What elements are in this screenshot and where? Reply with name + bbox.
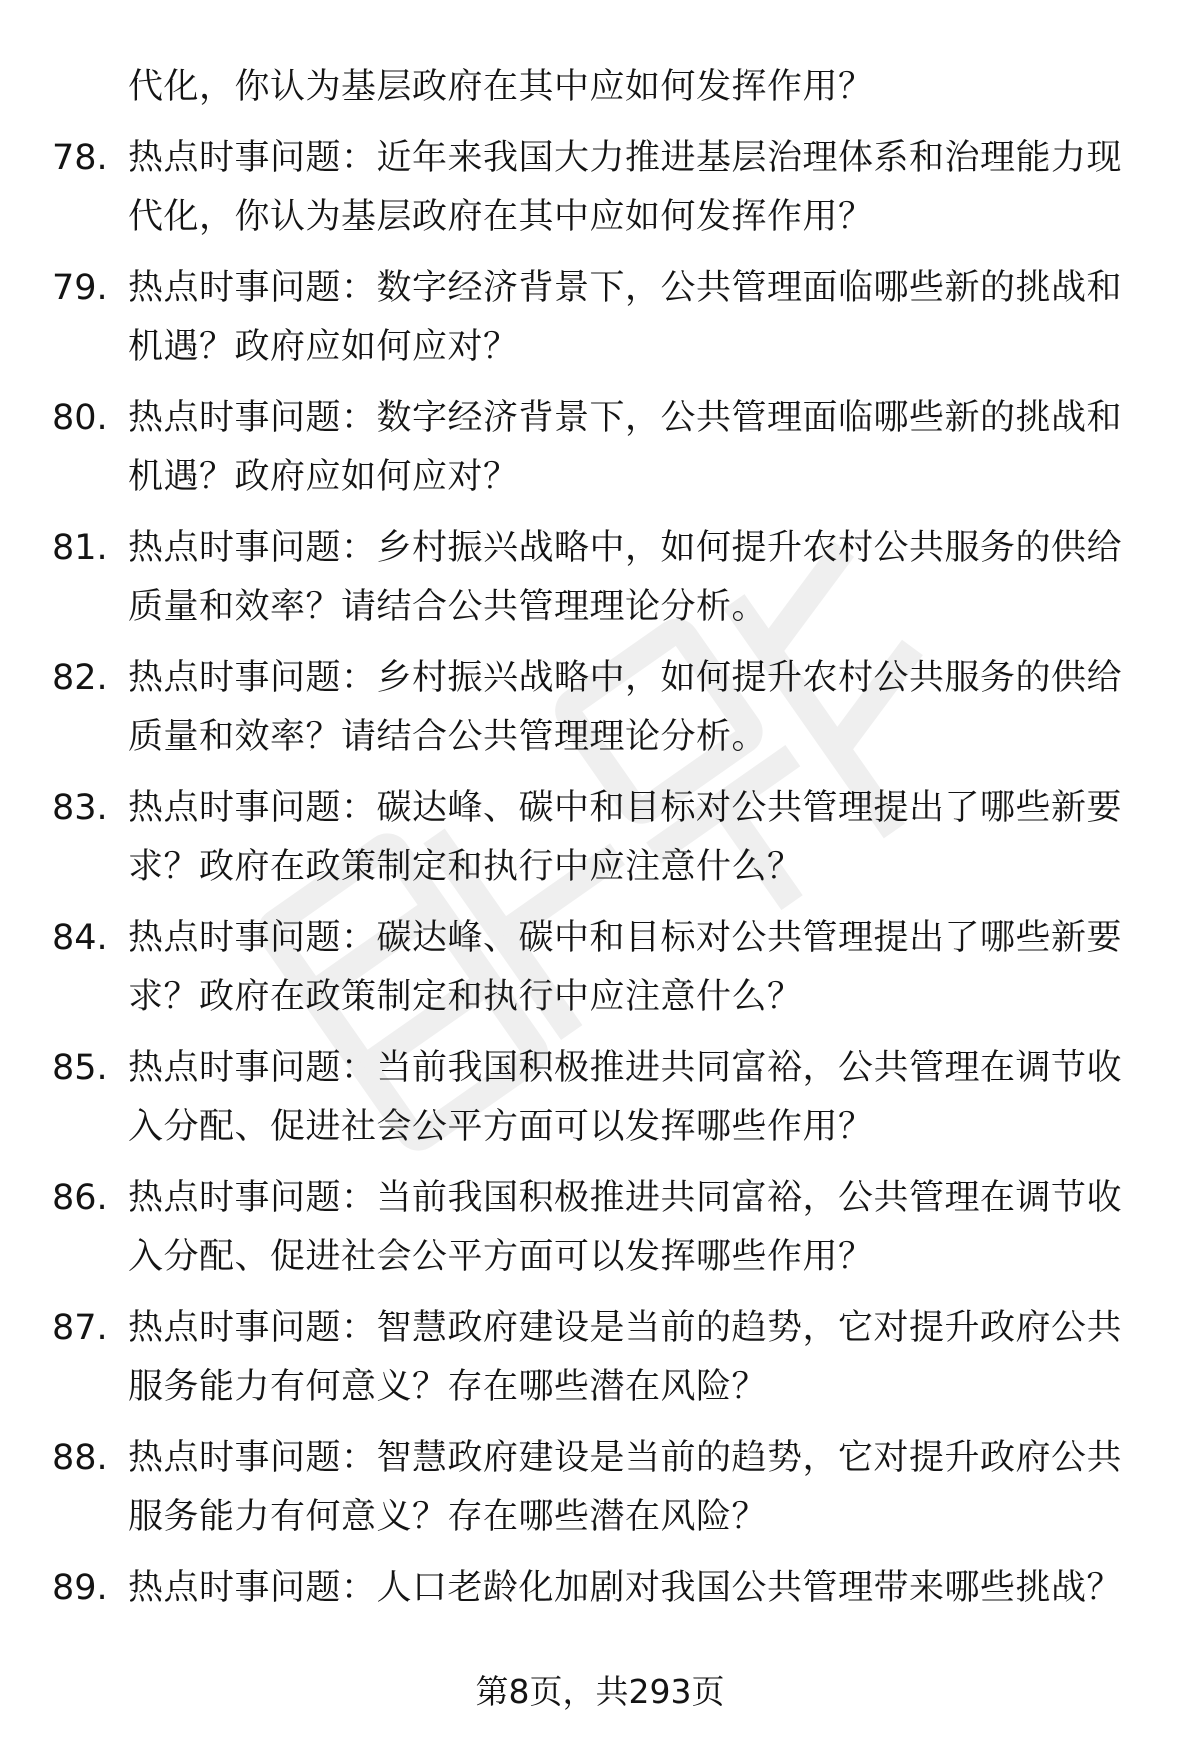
question-item: [52, 1429, 1132, 1547]
question-text: 热点时事问题：碳达峰、碳中和目标对公共管理提出了哪些新要求？政府在政策制定和执行中应注意什么？: [128, 918, 1123, 1017]
question-item: [52, 1299, 1132, 1417]
question-text: 热点时事问题：智慧政府建设是当前的趋势，它对提升政府公共服务能力有何意义？存在哪些潜在风险？: [128, 1308, 1123, 1407]
question-text: 热点时事问题：当前我国积极推进共同富裕，公共管理在调节收入分配、促进社会公平方面可以发挥哪些作用？: [128, 1178, 1123, 1277]
question-text: 热点时事问题：人口老龄化加剧对我国公共管理带来哪些挑战？: [128, 1568, 1123, 1608]
question-text: 热点时事问题：数字经济背景下，公共管理面临哪些新的挑战和机遇？政府应如何应对？: [128, 398, 1123, 497]
question-item: [52, 1169, 1132, 1287]
question-list-section: [52, 58, 1132, 1630]
question-item: [52, 1039, 1132, 1157]
question-text: 热点时事问题：数字经济背景下，公共管理面临哪些新的挑战和机遇？政府应如何应对？: [128, 268, 1123, 367]
question-number: 85.: [52, 1048, 108, 1088]
question-number: 78.: [52, 138, 108, 178]
question-text: 热点时事问题：碳达峰、碳中和目标对公共管理提出了哪些新要求？政府在政策制定和执行中应注意什么？: [128, 788, 1123, 887]
page-number: 第8页，共293页: [475, 1672, 725, 1711]
question-text: 热点时事问题：乡村振兴战略中，如何提升农村公共服务的供给质量和效率？请结合公共管理理论分析。: [128, 528, 1123, 627]
question-text: 热点时事问题：乡村振兴战略中，如何提升农村公共服务的供给质量和效率？请结合公共管理理论分析。: [128, 658, 1123, 757]
question-number: 88.: [52, 1438, 108, 1478]
page-footer: [0, 1670, 1200, 1714]
question-item: [52, 129, 1132, 247]
question-number: 86.: [52, 1178, 108, 1218]
question-text: 热点时事问题：智慧政府建设是当前的趋势，它对提升政府公共服务能力有何意义？存在哪些潜在风险？: [128, 1438, 1123, 1537]
question-item: [52, 779, 1132, 897]
question-item: [52, 1559, 1132, 1618]
question-item: [52, 389, 1132, 507]
question-item: [52, 259, 1132, 377]
carry-over-text: 代化，你认为基层政府在其中应如何发挥作用？: [128, 67, 874, 107]
question-number: 80.: [52, 398, 108, 438]
question-item: [52, 519, 1132, 637]
question-list: [52, 129, 1132, 1618]
question-number: 81.: [52, 528, 108, 568]
question-number: 84.: [52, 918, 108, 958]
question-text: 热点时事问题：近年来我国大力推进基层治理体系和治理能力现代化，你认为基层政府在其中应如何发挥作用？: [128, 138, 1123, 237]
question-number: 89.: [52, 1568, 108, 1608]
question-item: [52, 909, 1132, 1027]
question-number: 87.: [52, 1308, 108, 1348]
question-number: 79.: [52, 268, 108, 308]
question-number: 83.: [52, 788, 108, 828]
question-item: [52, 649, 1132, 767]
question-text: 热点时事问题：当前我国积极推进共同富裕，公共管理在调节收入分配、促进社会公平方面可以发挥哪些作用？: [128, 1048, 1123, 1147]
question-number: 82.: [52, 658, 108, 698]
